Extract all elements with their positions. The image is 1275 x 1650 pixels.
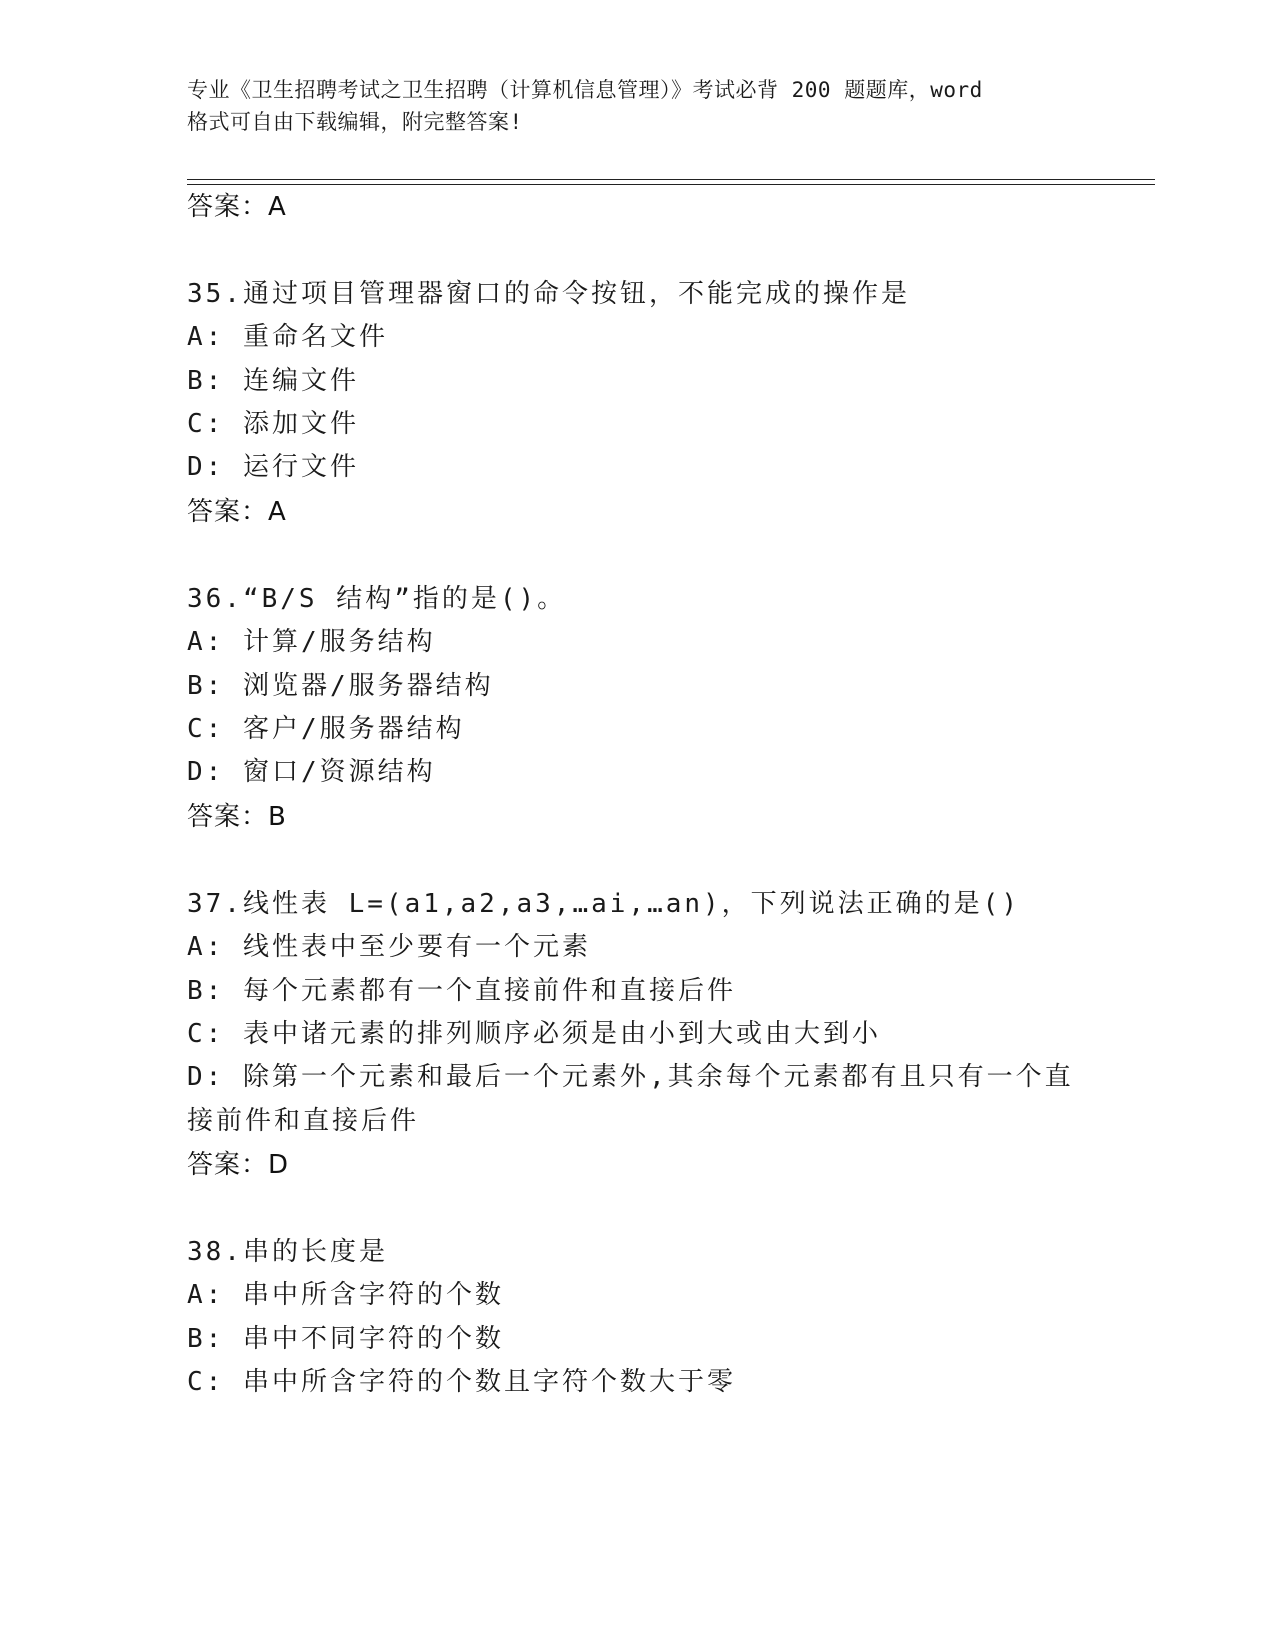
question-35: 35.通过项目管理器窗口的命令按钮，不能完成的操作是 <box>187 279 910 309</box>
question-37-option-b: B: 每个元素都有一个直接前件和直接后件 <box>187 976 736 1006</box>
question-35-answer: 答案：A <box>187 497 287 527</box>
question-37-option-d-continued: 接前件和直接后件 <box>187 1106 420 1136</box>
question-36: 36.“B/S 结构”指的是()。 <box>187 584 567 614</box>
question-38-option-b: B: 串中不同字符的个数 <box>187 1324 504 1354</box>
question-37-option-c: C: 表中诸元素的排列顺序必须是由小到大或由大到小 <box>187 1019 881 1049</box>
question-38: 38.串的长度是 <box>187 1237 388 1267</box>
header-divider-bottom <box>187 184 1155 185</box>
question-36-option-b: B: 浏览器/服务器结构 <box>187 671 494 701</box>
question-35-option-b: B: 连编文件 <box>187 366 359 396</box>
question-35-option-d: D: 运行文件 <box>187 452 359 482</box>
question-37: 37.线性表 L=(a1,a2,a3,…ai,…an)，下列说法正确的是() <box>187 889 1020 919</box>
question-38-option-c: C: 串中所含字符的个数且字符个数大于零 <box>187 1367 736 1397</box>
question-36-option-d: D: 窗口/资源结构 <box>187 757 436 787</box>
previous-answer: 答案：A <box>187 192 287 222</box>
question-36-option-a: A: 计算/服务结构 <box>187 627 436 657</box>
document-header <box>187 74 1087 138</box>
header-divider-top <box>187 179 1155 180</box>
question-35-option-a: A: 重命名文件 <box>187 322 388 352</box>
question-37-option-d: D: 除第一个元素和最后一个元素外,其余每个元素都有且只有一个直 <box>187 1062 1074 1092</box>
question-37-option-a: A: 线性表中至少要有一个元素 <box>187 932 591 962</box>
header-title-line-1: 专业《卫生招聘考试之卫生招聘（计算机信息管理）》考试必背 200 题题库，word <box>187 78 983 102</box>
question-38-option-a: A: 串中所含字符的个数 <box>187 1280 504 1310</box>
question-36-answer: 答案：B <box>187 802 287 832</box>
question-37-answer: 答案：D <box>187 1150 290 1180</box>
question-36-option-c: C: 客户/服务器结构 <box>187 714 465 744</box>
header-title-line-2: 格式可自由下载编辑，附完整答案! <box>187 110 523 134</box>
question-35-option-c: C: 添加文件 <box>187 409 359 439</box>
